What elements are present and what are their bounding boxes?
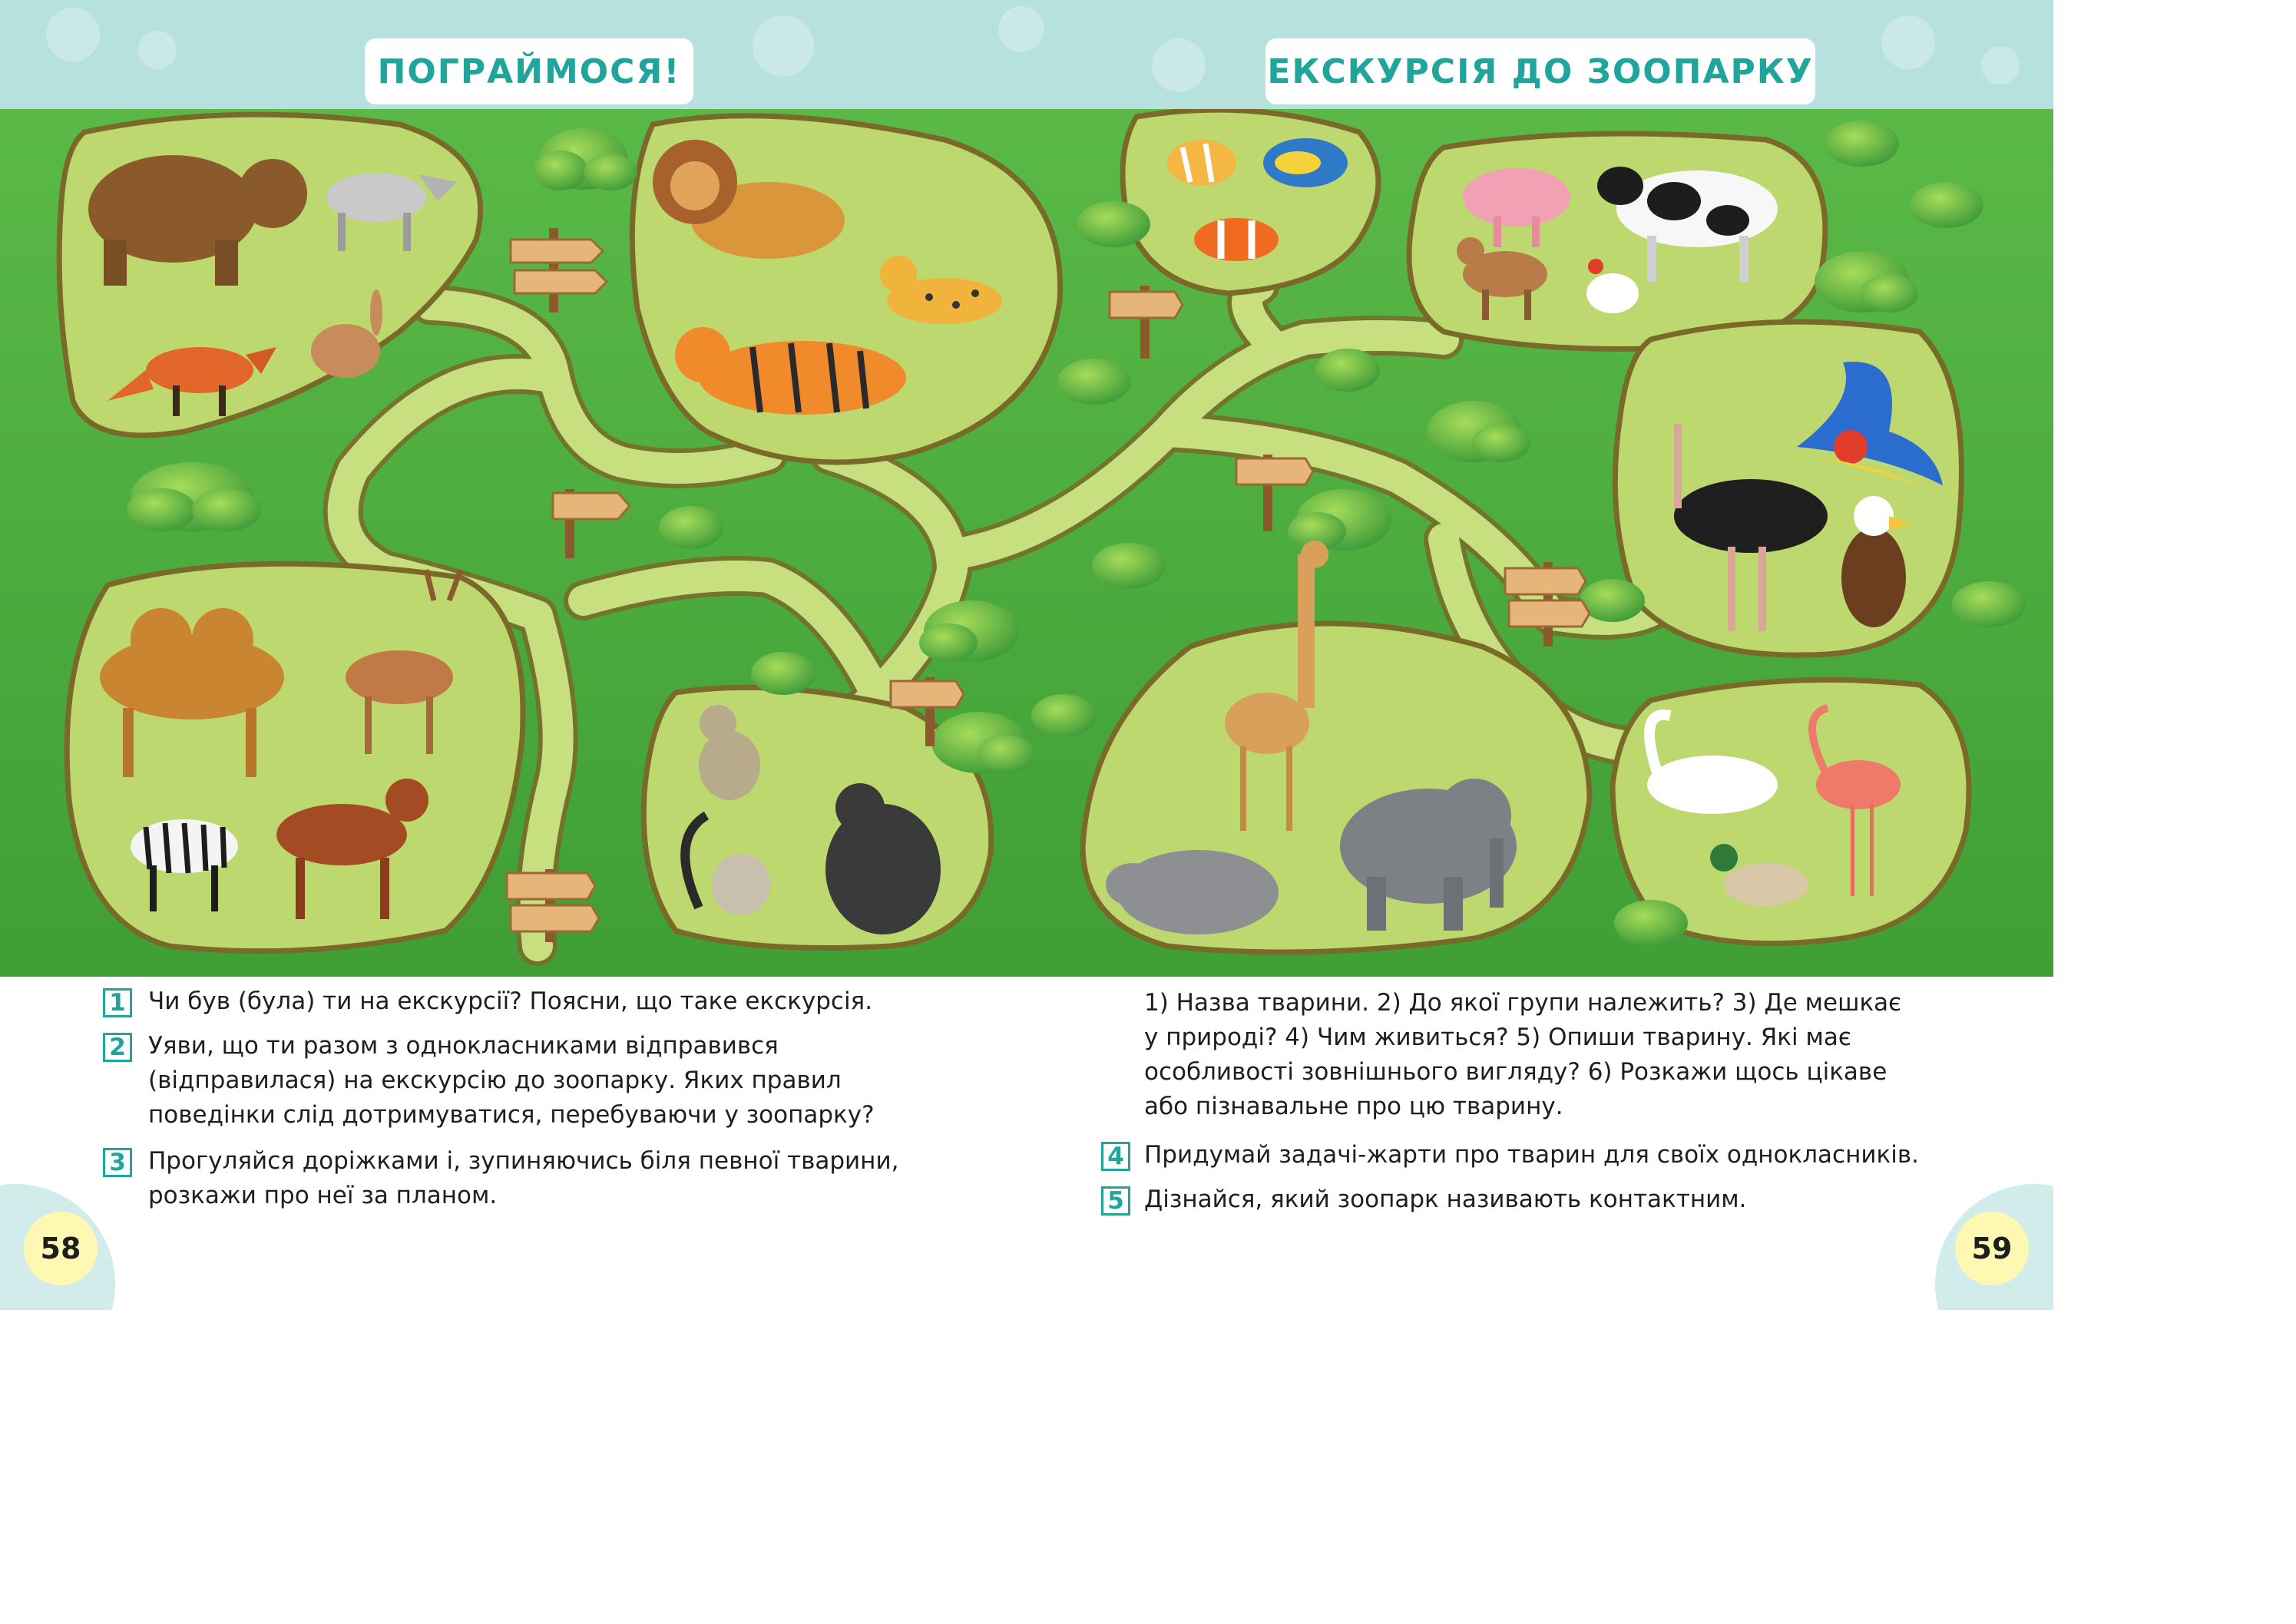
bush [751, 652, 816, 695]
task-4-text: Придумай задачі-жарти про тварин для своїх однокласників. [1144, 1141, 1919, 1169]
bush [1092, 543, 1166, 589]
bush [1031, 694, 1096, 737]
enclosure-desert-steppe [67, 564, 523, 951]
decor-bubble [753, 15, 814, 77]
left-page-title: ПОГРАЙМОСЯ! [365, 38, 693, 104]
clownfish-illustration [1194, 218, 1279, 261]
bush [1952, 581, 2026, 627]
task-number-badge: 3 [103, 1148, 132, 1177]
task-number-badge: 4 [1101, 1142, 1130, 1171]
task-5-text: Дізнайся, який зоопарк називають контактним. [1144, 1186, 1747, 1213]
bush [1614, 900, 1688, 946]
decor-bubble [138, 31, 177, 69]
task-1-text: Чи був (була) ти на екскурсії? Поясни, що таке екскурсія. [148, 987, 873, 1015]
bush [1825, 121, 1899, 167]
bush [659, 506, 723, 549]
decor-bubble [1881, 15, 1935, 69]
decor-bubble [998, 6, 1044, 52]
zoo-map [0, 109, 2053, 977]
bush [1580, 579, 1645, 622]
page-number-left: 58 [24, 1212, 98, 1285]
angelfish-illustration [1263, 138, 1348, 187]
decor-bubble [46, 8, 100, 61]
task-3-text: Прогуляйся доріжками і, зупиняючись біля певної тварини, розкажи про неї за планом. [148, 1147, 899, 1209]
right-page-title: ЕКСКУРСІЯ ДО ЗООПАРКУ [1265, 38, 1815, 104]
page-number-right: 59 [1955, 1212, 2029, 1285]
description-plan: 1) Назва тварини. 2) До якої групи належить? 3) Де мешкає у природі? 4) Чим живиться? 5) Опиши тварину. Які має особливості зовнішнього вигляду? 6) Розкажи щось цікаве або пізнавальне про цю тварину. [1144, 989, 1902, 1120]
task-number-badge: 5 [1101, 1186, 1130, 1216]
task-number-badge: 2 [103, 1033, 132, 1062]
bush [1077, 201, 1150, 247]
bush [1910, 182, 1983, 228]
signpost [507, 869, 599, 942]
task-number-badge: 1 [103, 988, 132, 1017]
tasks-area [0, 977, 2053, 1310]
butterflyfish-illustration [1167, 140, 1236, 186]
bush [1315, 349, 1380, 392]
bush [1057, 359, 1131, 405]
decor-bubble [1152, 38, 1206, 92]
decor-bubble [1981, 46, 2020, 84]
task-2-text: Уяви, що ти разом з однокласниками відправився (відправилася) на екскурсію до зоопарку. Яких правил поведінки слід дотримуватися, перебуваючи у зоопарку? [148, 1032, 875, 1129]
